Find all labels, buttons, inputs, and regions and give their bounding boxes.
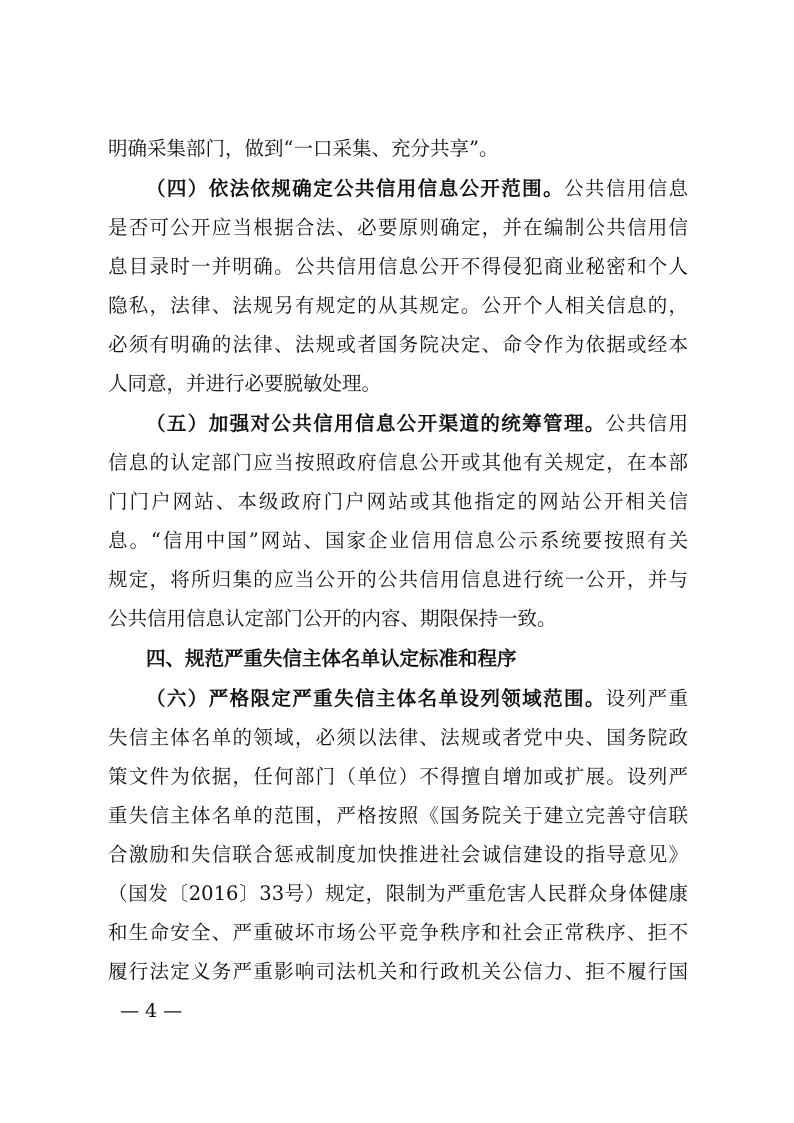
line-text: （国发〔2016〕33号）规定，限制为严重危害人民群众身体健康: [108, 882, 688, 905]
section-5-heading-line: [146, 408, 688, 440]
paragraph-line-10: [108, 486, 688, 518]
paragraph-line-18: [108, 800, 688, 832]
section-6-heading-line: [146, 683, 688, 715]
paragraph-line-1: [108, 133, 688, 165]
subsection-title: （五）加强对公共信用信息公开渠道的统筹管理。: [146, 412, 606, 435]
paragraph-line-20: [108, 878, 688, 910]
line-text: 重失信主体名单的范围，严格按照《国务院关于建立完善守信联: [108, 804, 688, 827]
subsection-title: （六）严格限定严重失信主体名单设列领域范围。: [146, 687, 606, 710]
paragraph-line-21: [108, 917, 688, 949]
paragraph-line-5: [108, 290, 688, 322]
paragraph-line-9: [108, 447, 688, 479]
line-text: 失信主体名单的领域，必须以法律、法规或者党中央、国务院政: [108, 726, 688, 749]
paragraph-line-7: [108, 368, 688, 400]
line-text: 设列严重: [605, 687, 688, 710]
paragraph-line-13: [108, 603, 688, 635]
line-text: 公共信用信息: [563, 177, 688, 200]
line-text: 明确采集部门，做到“一口采集、充分共享”。: [108, 137, 499, 160]
paragraph-line-4: [108, 251, 688, 283]
line-text: 是否可公开应当根据合法、必要原则确定，并在编制公共信用信: [108, 216, 688, 239]
line-text: 履行法定义务严重影响司法机关和行政机关公信力、拒不履行国: [108, 960, 688, 983]
paragraph-line-3: [108, 212, 688, 244]
subsection-title: （四）依法依规确定公共信用信息公开范围。: [146, 177, 564, 200]
page-number: — 4 —: [120, 1000, 183, 1022]
line-text: 息。“信用中国”网站、国家企业信用信息公示系统要按照有关: [108, 529, 688, 552]
line-text: 人同意，并进行必要脱敏处理。: [108, 372, 382, 395]
line-text: 隐私，法律、法规另有规定的从其规定。公开个人相关信息的，: [108, 294, 688, 317]
paragraph-line-11: [108, 525, 688, 557]
paragraph-line-17: [108, 761, 688, 793]
chapter-title: 四、规范严重失信主体名单认定标准和程序: [146, 647, 517, 670]
chapter-heading: [146, 643, 688, 675]
line-text: 策文件为依据，任何部门（单位）不得擅自增加或扩展。设列严: [108, 765, 688, 788]
line-text: 息目录时一并明确。公共信用信息公开不得侵犯商业秘密和个人: [108, 255, 688, 278]
section-4-heading-line: [146, 173, 688, 205]
line-text: 信息的认定部门应当按照政府信息公开或其他有关规定，在本部: [108, 451, 688, 474]
line-text: 合激励和失信联合惩戒制度加快推进社会诚信建设的指导意见》: [108, 843, 688, 866]
line-text: 和生命安全、严重破坏市场公平竞争秩序和社会正常秩序、拒不: [108, 921, 688, 944]
line-text: 公共信用信息认定部门公开的内容、期限保持一致。: [108, 607, 557, 630]
paragraph-line-6: [108, 329, 688, 361]
line-text: 必须有明确的法律、法规或者国务院决定、命令作为依据或经本: [108, 333, 688, 356]
line-text: 公共信用: [605, 412, 688, 435]
line-text: 门门户网站、本级政府门户网站或其他指定的网站公开相关信: [108, 490, 688, 513]
line-text: 规定，将所归集的应当公开的公共信用信息进行统一公开，并与: [108, 568, 688, 591]
paragraph-line-22: [108, 956, 688, 988]
paragraph-line-19: [108, 839, 688, 871]
paragraph-line-12: [108, 564, 688, 596]
paragraph-line-16: [108, 722, 688, 754]
